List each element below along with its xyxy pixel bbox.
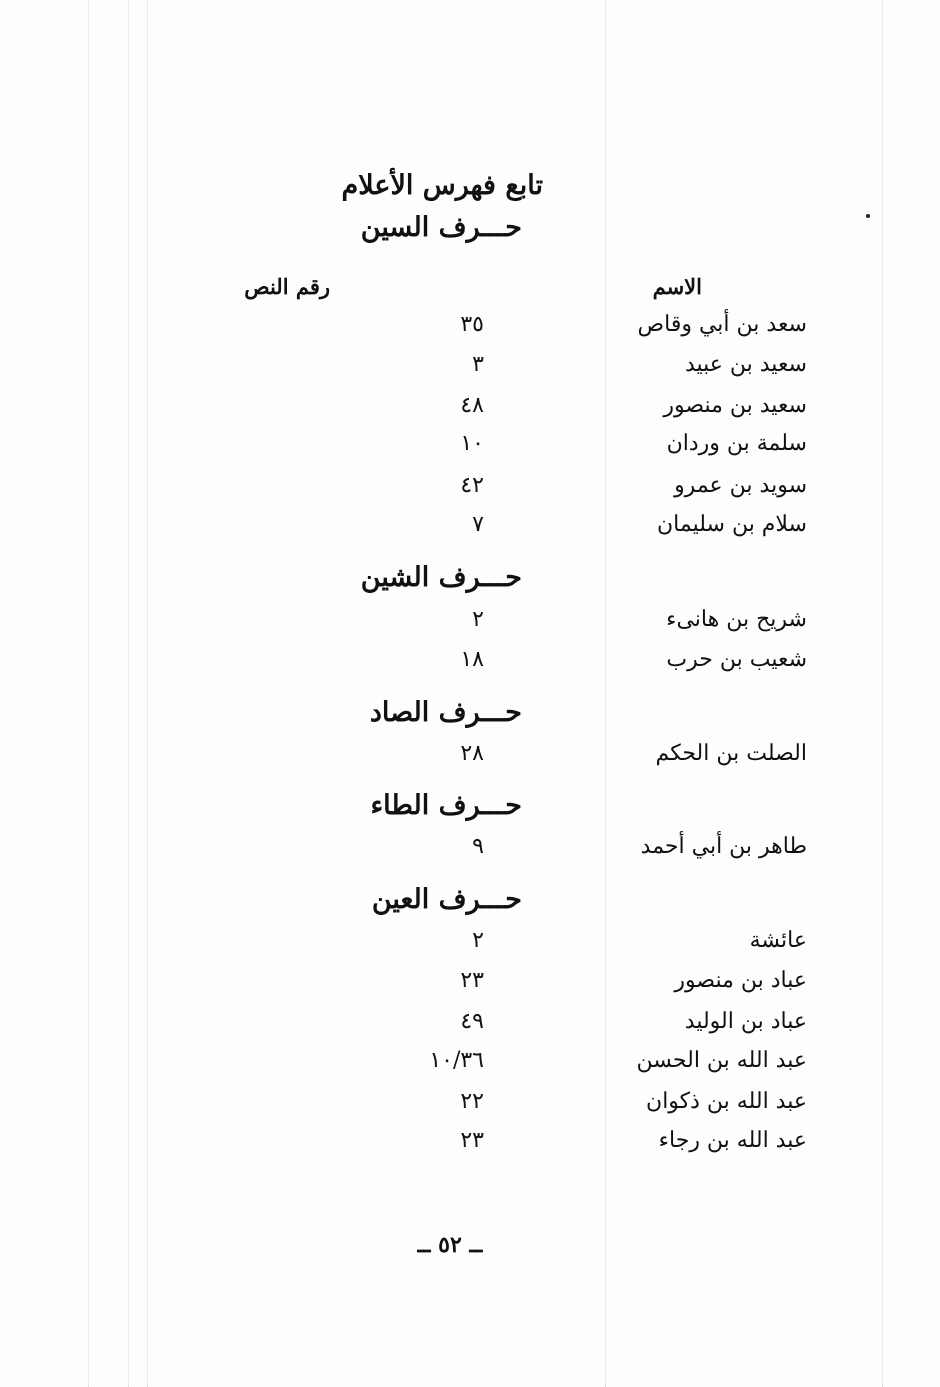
scan-artifact-line <box>882 0 883 1387</box>
section-heading-sheen: حـــرف الشين <box>360 562 522 593</box>
index-title: تابع فهرس الأعلام <box>341 170 543 201</box>
index-entry-number: ٢٢ <box>460 1089 484 1114</box>
index-entry-number: ١٠/٣٦ <box>429 1048 484 1073</box>
index-entry-number: ٤٨ <box>460 393 484 418</box>
index-entry-number: ٢ <box>472 928 484 953</box>
index-entry-number: ٣٥ <box>460 312 484 337</box>
index-entry-number: ٤٢ <box>460 473 484 498</box>
index-entry-name: الصلت بن الحكم <box>655 741 807 766</box>
index-entry-number: ٢ <box>472 607 484 632</box>
index-entry-name: عائشة <box>749 928 807 953</box>
scan-artifact-line <box>128 0 129 1387</box>
index-entry-number: ٣ <box>472 352 484 377</box>
index-entry-number: ١٨ <box>460 647 484 672</box>
index-entry-name: شريح بن هانىء <box>666 607 807 632</box>
scan-artifact-line <box>605 0 606 1387</box>
section-heading-seen: حـــرف السين <box>360 212 522 243</box>
scan-speck <box>866 214 870 218</box>
index-entry-number: ٤٩ <box>460 1009 484 1034</box>
section-heading-saad: حـــرف الصاد <box>369 697 522 728</box>
index-entry-name: سويد بن عمرو <box>674 473 807 498</box>
index-entry-number: ٢٣ <box>460 1128 484 1153</box>
index-entry-name: سعيد بن عبيد <box>684 352 807 377</box>
scan-artifact-line <box>147 0 148 1387</box>
scan-artifact-line <box>88 0 89 1387</box>
name-column-header: الاسم <box>652 274 702 299</box>
index-entry-name: عبد الله بن الحسن <box>636 1048 807 1073</box>
index-entry-name: عباد بن منصور <box>674 968 807 993</box>
index-entry-number: ٢٨ <box>460 741 484 766</box>
index-entry-number: ٢٣ <box>460 968 484 993</box>
index-entry-number: ٩ <box>472 834 484 859</box>
text-number-column-header: رقم النص <box>244 274 330 299</box>
index-entry-name: شعيب بن حرب <box>666 647 807 672</box>
index-entry-name: سعيد بن منصور <box>663 393 807 418</box>
index-entry-name: سلمة بن وردان <box>666 431 807 456</box>
index-entry-name: عبد الله بن رجاء <box>658 1128 807 1153</box>
page-number: ــ ٥٢ ــ <box>417 1232 483 1258</box>
section-heading-ain: حـــرف العين <box>371 884 522 915</box>
index-entry-name: طاهر بن أبي أحمد <box>640 834 807 859</box>
index-entry-name: سعد بن أبي وقاص <box>637 312 807 337</box>
index-entry-name: عباد بن الوليد <box>684 1009 807 1034</box>
index-entry-number: ١٠ <box>460 431 484 456</box>
index-entry-number: ٧ <box>472 512 484 537</box>
section-heading-taa: حـــرف الطاء <box>370 790 522 821</box>
index-entry-name: عبد الله بن ذكوان <box>646 1089 807 1114</box>
index-entry-name: سلام بن سليمان <box>657 512 807 537</box>
